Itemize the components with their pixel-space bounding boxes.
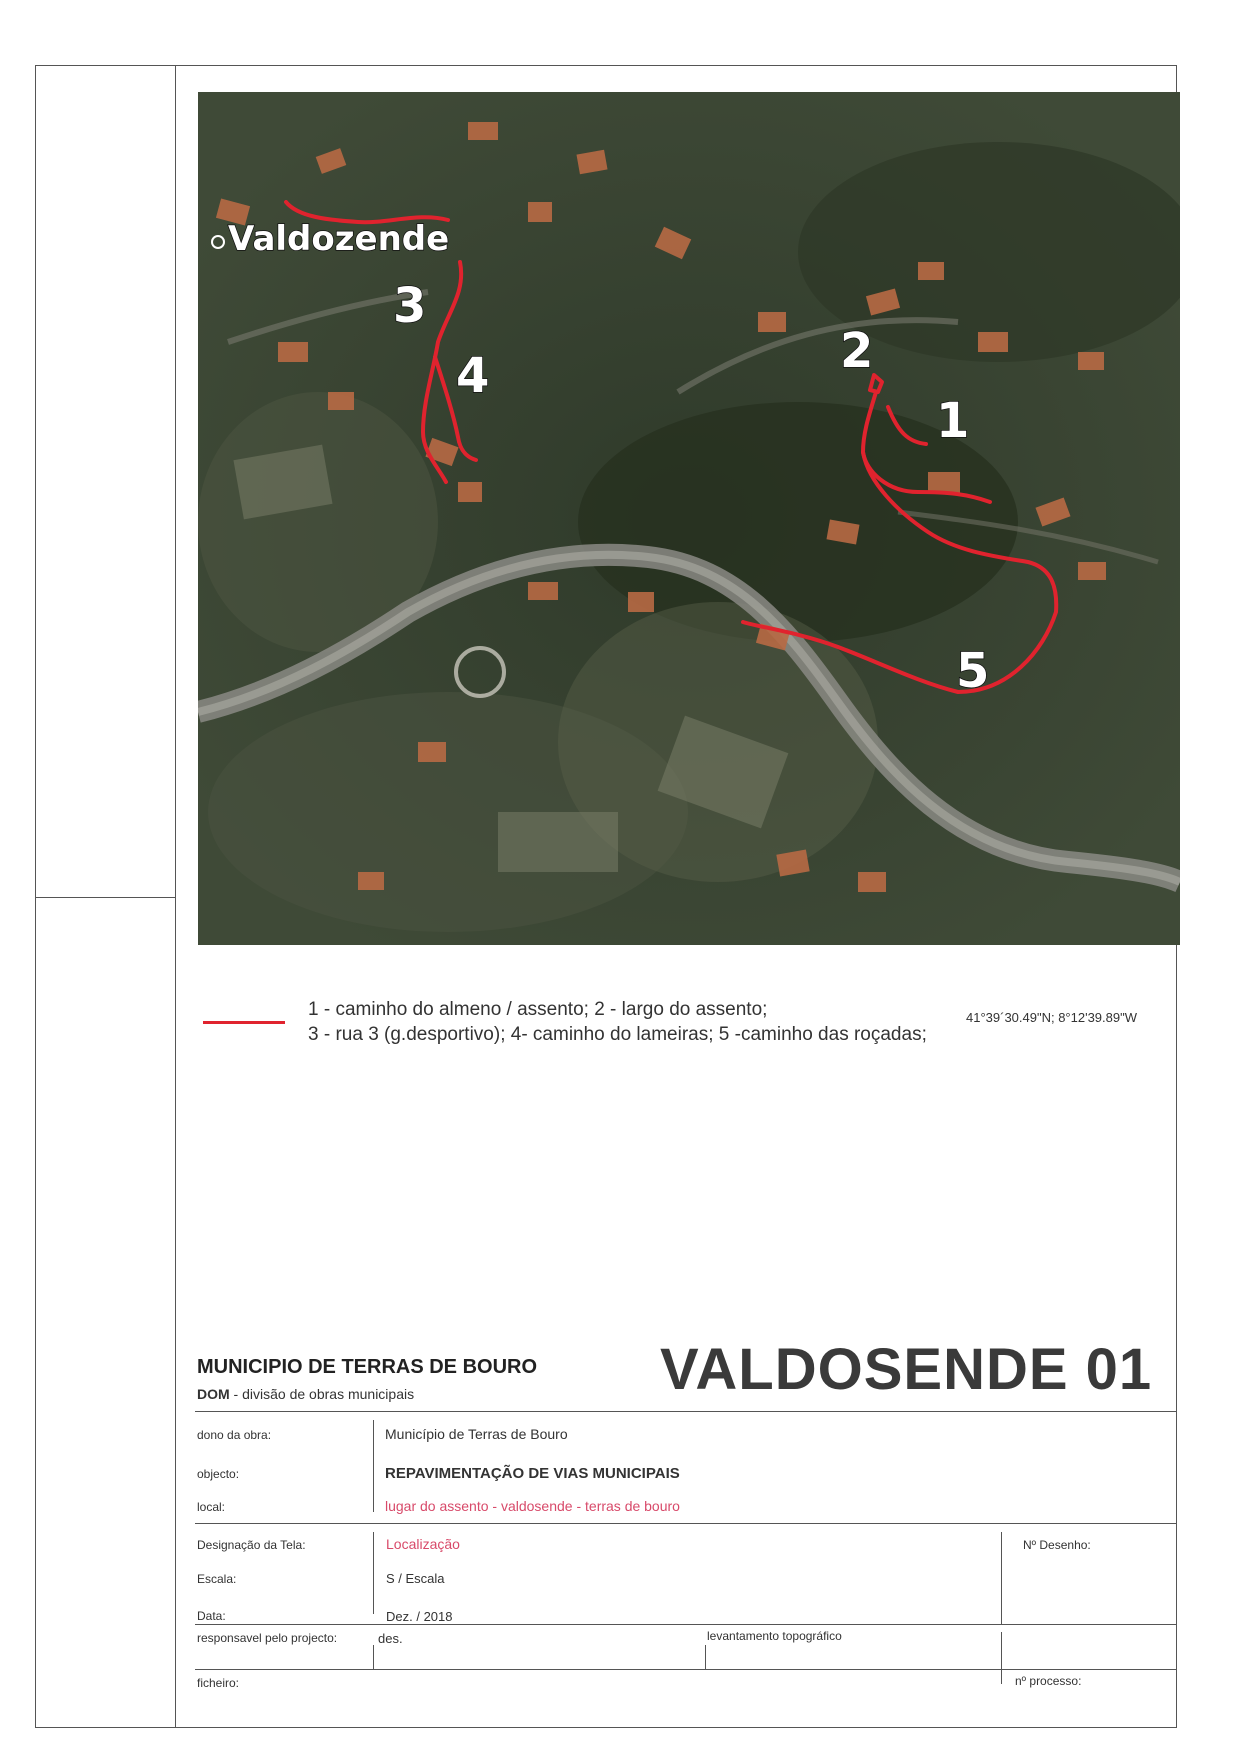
department-full-name: - divisão de obras municipais [229, 1386, 415, 1402]
route-number-2: 2 [840, 323, 874, 379]
legend-line-1: 1 - caminho do almeno / assento; 2 - largo do assento; [308, 999, 768, 1020]
department-name [197, 1386, 414, 1402]
aerial-map [198, 92, 1180, 945]
owner-value: Município de Terras de Bouro [385, 1426, 568, 1442]
date-value: Dez. / 2018 [386, 1609, 453, 1624]
legend-route-swatch [203, 1021, 285, 1024]
file-label: ficheiro: [197, 1676, 240, 1690]
route-number-1: 1 [936, 393, 970, 449]
title-block-divider [373, 1420, 374, 1512]
route-number-5: 5 [956, 643, 990, 699]
responsible-label: responsavel pelo projecto: [197, 1631, 338, 1645]
aerial-map-svg [198, 92, 1180, 945]
title-block-divider-4 [373, 1645, 374, 1669]
organization-name: MUNICIPIO DE TERRAS DE BOURO [197, 1356, 538, 1378]
survey-label: levantamento topográfico [707, 1629, 842, 1643]
sheet-label: Designação da Tela: [197, 1538, 306, 1552]
title-block-rule-3 [195, 1624, 1177, 1625]
legend-line-2: 3 - rua 3 (g.desportivo); 4- caminho do lameiras; 5 -caminho das roçadas; [308, 1024, 927, 1045]
process-number-label: nº processo: [1015, 1674, 1082, 1688]
drawing-title: VALDOSENDE 01 [660, 1337, 1153, 1402]
scale-value: S / Escala [386, 1571, 445, 1586]
sheet-value: Localização [386, 1536, 460, 1552]
drawing-number-label: Nº Desenho: [1023, 1538, 1091, 1552]
scale-label: Escala: [197, 1572, 237, 1586]
route-number-3: 3 [393, 278, 427, 334]
title-block-divider-2 [373, 1532, 374, 1614]
object-value: REPAVIMENTAÇÃO DE VIAS MUNICIPAIS [385, 1465, 680, 1482]
map-place-label: Valdozende [228, 219, 450, 259]
title-block-rule [195, 1411, 1177, 1412]
title-block-divider-6 [1001, 1632, 1002, 1684]
department-abbr: DOM [197, 1386, 230, 1402]
local-label: local: [197, 1500, 226, 1514]
map-coordinates: 41°39´30.49"N; 8°12'39.89"W [966, 1010, 1137, 1025]
date-label: Data: [197, 1609, 226, 1623]
responsible-value: des. [378, 1631, 403, 1646]
title-block-rule-4 [195, 1669, 1177, 1670]
title-block-divider-3 [1001, 1532, 1002, 1624]
local-value: lugar do assento - valdosende - terras de bouro [385, 1498, 680, 1514]
owner-label: dono da obra: [197, 1428, 272, 1442]
title-block-divider-5 [705, 1645, 706, 1669]
binding-margin-divider [35, 897, 175, 898]
binding-margin-line [175, 65, 176, 1728]
route-number-4: 4 [456, 348, 490, 404]
title-block-rule-2 [195, 1523, 1177, 1524]
object-label: objecto: [197, 1467, 240, 1481]
